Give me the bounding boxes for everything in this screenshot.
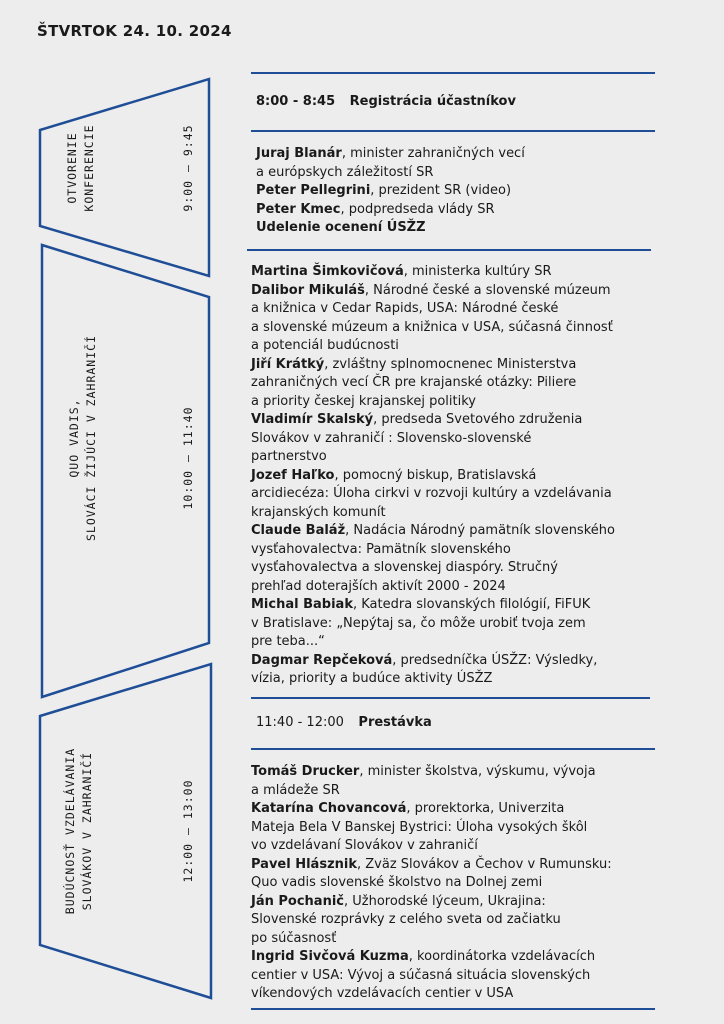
speaker-entry [251, 522, 661, 596]
speaker-name: Ingrid Sivčová Kuzma [251, 949, 409, 964]
block-time-education: 12:00 – 13:00 [181, 779, 195, 883]
speaker-name: Dalibor Mikuláš [251, 282, 365, 298]
award-ceremony: Udelenie ocenení ÚSŽZ [256, 220, 426, 235]
speaker-entry [251, 411, 661, 467]
quo-vadis-speakers [251, 263, 661, 689]
divider [247, 249, 651, 251]
break-row [256, 715, 432, 730]
speaker-entry [251, 263, 661, 282]
speaker-entry [251, 356, 661, 412]
divider [251, 130, 655, 132]
speaker-entry [251, 467, 661, 523]
speaker-description: , predsedníčka ÚSŽZ: Výsledky, vízia, priority a budúce aktivity ÚSŽZ [251, 652, 598, 686]
speaker-name: Jiří Krátký [251, 356, 325, 372]
registration-title: Registrácia účastníkov [349, 94, 516, 109]
speaker-description: , zvláštny splnomocnenec Ministerstva zahraničných vecí ČR pre krajanské otázky: Piliere a priority českej krajanskej politiky [251, 356, 577, 409]
speaker-description: , pomocný biskup, Bratislavská arcidiecéza: Úloha cirkvi v rozvoji kultúry a vzdelávania krajanských komunít [251, 467, 612, 520]
speaker-name: Katarína Chovancová [251, 801, 407, 816]
divider [251, 72, 655, 74]
block-title-quo-vadis: QUO VADIS, SLOVÁCI ŽIJÚCI V ZAHRANIČÍ [67, 335, 98, 542]
speaker-name: Dagmar Repčeková [251, 652, 393, 668]
speaker-description: , prorektorka, Univerzita Mateja Bela V Banskej Bystrici: Úloha vysokých škôl vo vzdelávaní Slovákov v zahraničí [251, 801, 588, 853]
speaker-description: , predseda Svetového združenia Slovákov v zahraničí : Slovensko-slovenské partnerstvo [251, 412, 583, 464]
speaker-description: , Zväz Slovákov a Čechov v Rumunsku: Quo vadis slovenské školstvo na Dolnej zemi [251, 856, 612, 890]
speaker-entry [251, 596, 661, 652]
speaker-description: , Katedra slovanských filológií, FiFUK v Bratislave: „Nepýtaj sa, čo môže urobiť tvoja zem pre teba...“ [251, 597, 591, 649]
speaker-entry [251, 800, 661, 856]
speaker-entry [251, 282, 661, 356]
divider [251, 1008, 655, 1010]
block-time-opening: 9:00 – 9:45 [181, 124, 195, 212]
speaker-continuation: a európskych záležitostí SR [256, 164, 434, 180]
divider [251, 697, 650, 699]
speaker: Juraj Blanár, minister zahraničných vecí [256, 146, 525, 161]
speaker-name: Tomáš Drucker [251, 764, 360, 779]
opening-speakers [256, 145, 656, 238]
speaker-entry [251, 856, 661, 893]
block-time-quo-vadis: 10:00 – 11:40 [181, 406, 195, 510]
registration-time: 8:00 - 8:45 [256, 94, 336, 109]
speaker-name: Martina Šimkovičová [251, 264, 404, 279]
speaker: Peter Kmec, podpredseda vlády SR [256, 201, 495, 217]
speaker-name: Pavel Hlásznik [251, 856, 357, 872]
speaker-description: , Národné české a slovenské múzeum a knižnica v Cedar Rapids, USA: Národné české a slovenské múzeum a knižnica v USA, súčasná činnosť a potenciál budúcnosti [251, 282, 613, 353]
speaker-name: Michal Babiak [251, 597, 353, 612]
speaker: Peter Pellegrini, prezident SR (video) [256, 183, 512, 198]
education-speakers [251, 763, 661, 1004]
speaker-name: Jozef Haľko [251, 467, 335, 483]
block-title-education: BUDÚCNOSŤ VZDELÁVANIA SLOVÁKOV V ZAHRANIČÍ [63, 747, 94, 915]
speaker-description: , ministerka kultúry SR [403, 264, 552, 279]
break-title: Prestávka [358, 715, 432, 730]
block-title-opening: OTVORENIE KONFERENCIE [65, 124, 96, 212]
speaker-name: Ján Pochanič [251, 893, 344, 909]
break-time: 11:40 - 12:00 [256, 715, 344, 730]
speaker-entry [251, 763, 661, 800]
speaker-entry [251, 893, 661, 949]
speaker-name: Claude Baláž [251, 523, 346, 538]
speaker-name: Vladimír Skalský [251, 412, 374, 427]
speaker-description: , Nadácia Národný pamätník slovenského vysťahovalectva: Pamätník slovenského vysťahovalectva a slovenskej diaspóry. Stručný prehľad doterajších aktivít 2000 - 2024 [251, 523, 615, 594]
speaker-description: , Užhorodské lýceum, Ukrajina: Slovenské rozprávky z celého sveta od začiatku po súčasnosť [251, 893, 561, 946]
divider [251, 748, 655, 750]
speaker-entry [251, 948, 661, 1004]
speaker-entry [251, 652, 661, 689]
speaker-description: , koordinátorka vzdelávacích centier v USA: Vývoj a súčasná situácia slovenských víkendových vzdelávacích centier v USA [251, 949, 596, 1001]
speaker-description: , minister školstva, výskumu, vývoja a mládeže SR [251, 764, 596, 798]
page-date: ŠTVRTOK 24. 10. 2024 [37, 22, 232, 40]
registration-row [256, 94, 516, 109]
